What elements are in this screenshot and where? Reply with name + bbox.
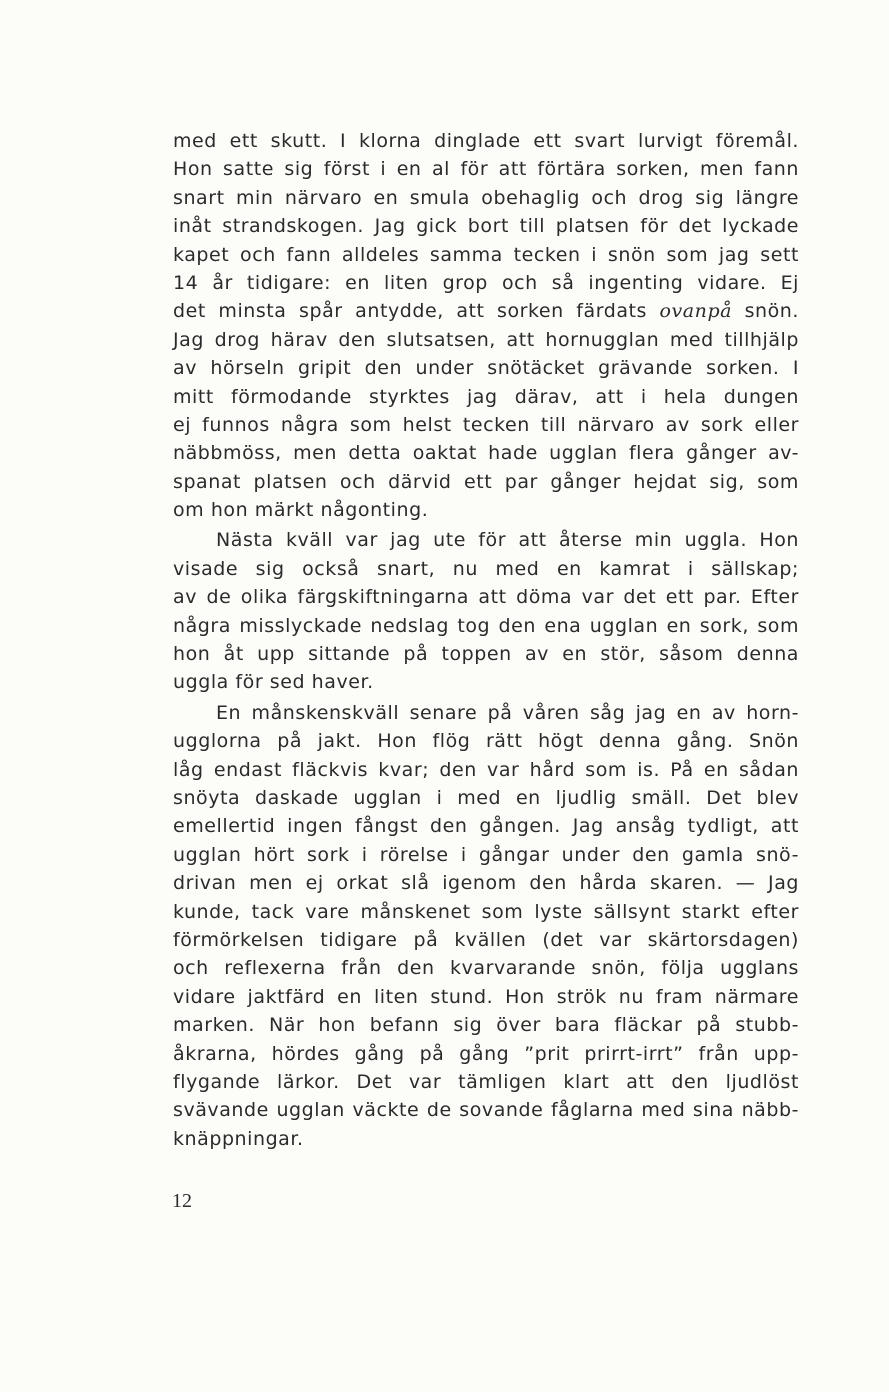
text-line-with-italic <box>173 297 799 325</box>
text-line: visade sig också snart, nu med en kamrat i sällskap; <box>173 557 799 580</box>
text-line: med ett skutt. I klorna dinglade ett svart lurvigt föremål. <box>173 130 799 152</box>
text-line: snöyta daskade ugglan i med en ljudlig smäll. Det blev <box>173 786 799 809</box>
text-line: En månskenskväll senare på våren såg jag en av horn- <box>216 701 799 724</box>
text-line: emellertid ingen fångst den gången. Jag ansåg tydligt, att <box>173 815 799 838</box>
text-line: vidare jaktfärd en liten stund. Hon strök nu fram närmare <box>173 985 799 1008</box>
text-line: flygande lärkor. Det var tämligen klart att den ljudlöst <box>173 1070 799 1093</box>
paragraph-1 <box>173 127 799 524</box>
text-line: Jag drog härav den slutsatsen, att hornugglan med tillhjälp <box>173 328 799 351</box>
body-text <box>173 127 799 1153</box>
text-line: drivan men ej orkat slå igenom den hårda skaren. — Jag <box>173 872 799 895</box>
text-line: hon åt upp sittande på toppen av en stör, såsom denna <box>173 643 799 666</box>
text-line: marken. När hon befann sig över bara fläckar på stubb- <box>173 1014 799 1037</box>
text-line: Hon satte sig först i en al för att förtära sorken, men fann <box>173 158 799 181</box>
text-line: kapet och fann alldeles samma tecken i snön som jag sett <box>173 243 799 266</box>
text-line: av hörseln gripit den under snötäcket grävande sorken. I <box>173 357 799 380</box>
text-line: ugglan hört sork i rörelse i gångar under den gamla snö- <box>173 843 799 866</box>
text-line: Nästa kväll var jag ute för att återse min uggla. Hon <box>216 529 799 552</box>
text-line: svävande ugglan väckte de sovande fåglarna med sina näbb- <box>173 1099 799 1122</box>
text-line: 14 år tidigare: en liten grop och så ingenting vidare. Ej <box>173 271 799 294</box>
text-line: spanat platsen och därvid ett par gånger hejdat sig, som <box>173 470 799 493</box>
text-line: av de olika färgskiftningarna att döma var det ett par. Efter <box>173 586 799 609</box>
text-line: näbbmöss, men detta oaktat hade ugglan flera gånger av- <box>173 442 799 465</box>
text-line: kunde, tack vare månskenet som lyste sällsynt starkt efter <box>173 900 799 923</box>
text-line: snart min närvaro en smula obehaglig och drog sig längre <box>173 186 799 209</box>
text-segment: snön. <box>732 300 799 323</box>
italic-word: ovanpå <box>659 300 733 323</box>
text-line: om hon märkt någonting. <box>173 499 429 522</box>
text-line: låg endast fläckvis kvar; den var hård som is. På en sådan <box>173 758 799 781</box>
paragraph-2 <box>173 526 799 696</box>
page-number: 12 <box>172 1190 192 1212</box>
text-segment: det minsta spår antydde, att sorken färdats <box>173 300 660 323</box>
text-line: och reflexerna från den kvarvarande snön, följa ugglans <box>173 957 799 980</box>
text-line: knäppningar. <box>173 1127 304 1150</box>
paragraph-3 <box>173 699 799 1153</box>
text-line: uggla för sed haver. <box>173 671 374 694</box>
text-line: ugglorna på jakt. Hon flög rätt högt denna gång. Snön <box>173 730 799 753</box>
text-line: mitt förmodande styrktes jag därav, att i hela dungen <box>173 385 799 408</box>
text-line: åkrarna, hördes gång på gång ”prit prirrt-irrt” från upp- <box>173 1042 799 1065</box>
text-line: förmörkelsen tidigare på kvällen (det var skärtorsdagen) <box>173 928 799 951</box>
text-line: inåt strandskogen. Jag gick bort till platsen för det lyckade <box>173 215 799 238</box>
text-line: några misslyckade nedslag tog den ena ugglan en sork, som <box>173 614 799 637</box>
text-line: ej funnos några som helst tecken till närvaro av sork eller <box>173 413 799 436</box>
